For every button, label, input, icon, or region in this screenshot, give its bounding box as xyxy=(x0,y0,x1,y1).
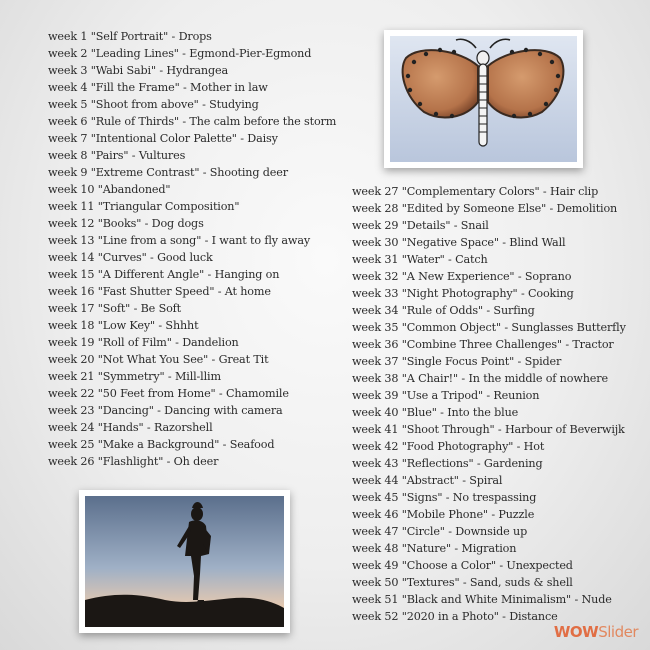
week-entry: week 36 "Combine Three Challenges" - Tractor xyxy=(352,338,614,351)
wowslider-logo xyxy=(554,623,638,641)
week-entry: week 21 "Symmetry" - Mill-llim xyxy=(48,370,221,383)
week-entry: week 6 "Rule of Thirds" - The calm before the storm xyxy=(48,115,337,128)
week-entry: week 8 "Pairs" - Vultures xyxy=(48,149,186,162)
week-entry: week 24 "Hands" - Razorshell xyxy=(48,421,213,434)
silhouette-image xyxy=(85,496,284,627)
week-entry: week 13 "Line from a song" - I want to fly away xyxy=(48,234,311,247)
week-entry: week 28 "Edited by Someone Else" - Demolition xyxy=(352,202,618,215)
week-entry: week 15 "A Different Angle" - Hanging on xyxy=(48,268,280,281)
week-entry: week 37 "Single Focus Point" - Spider xyxy=(352,355,562,368)
week-entry: week 39 "Use a Tripod" - Reunion xyxy=(352,389,540,402)
week-entry: week 33 "Night Photography" - Cooking xyxy=(352,287,574,300)
week-entry: week 38 "A Chair!" - In the middle of nowhere xyxy=(352,372,608,385)
week-entry: week 4 "Fill the Frame" - Mother in law xyxy=(48,81,268,94)
silhouette-distance-photo xyxy=(79,490,290,633)
week-entry: week 17 "Soft" - Be Soft xyxy=(48,302,181,315)
week-entry: week 30 "Negative Space" - Blind Wall xyxy=(352,236,566,249)
week-entry: week 29 "Details" - Snail xyxy=(352,219,489,232)
week-entry: week 7 "Intentional Color Palette" - Daisy xyxy=(48,132,278,145)
week-entry: week 11 "Triangular Composition" xyxy=(48,200,240,213)
week-entry: week 44 "Abstract" - Spiral xyxy=(352,474,503,487)
week-entry: week 14 "Curves" - Good luck xyxy=(48,251,213,264)
week-entry: week 48 "Nature" - Migration xyxy=(352,542,517,555)
week-entry: week 23 "Dancing" - Dancing with camera xyxy=(48,404,283,417)
week-entry: week 19 "Roll of Film" - Dandelion xyxy=(48,336,239,349)
week-entry: week 9 "Extreme Contrast" - Shooting deer xyxy=(48,166,288,179)
week-entry: week 51 "Black and White Minimalism" - Nude xyxy=(352,593,612,606)
week-entry: week 26 "Flashlight" - Oh deer xyxy=(48,455,219,468)
week-entry: week 2 "Leading Lines" - Egmond-Pier-Egmond xyxy=(48,47,312,60)
week-entry: week 45 "Signs" - No trespassing xyxy=(352,491,537,504)
week-entry: week 10 "Abandoned" xyxy=(48,183,171,196)
week-entry: week 46 "Mobile Phone" - Puzzle xyxy=(352,508,535,521)
week-entry: week 52 "2020 in a Photo" - Distance xyxy=(352,610,558,623)
week-entry: week 18 "Low Key" - Shhht xyxy=(48,319,199,332)
week-entry: week 22 "50 Feet from Home" - Chamomile xyxy=(48,387,289,400)
sunglasses-butterfly-image xyxy=(390,36,577,162)
week-entry: week 35 "Common Object" - Sunglasses Butterfly xyxy=(352,321,626,334)
week-entry: week 32 "A New Experience" - Soprano xyxy=(352,270,572,283)
week-entry: week 25 "Make a Background" - Seafood xyxy=(48,438,275,451)
week-entry: week 3 "Wabi Sabi" - Hydrangea xyxy=(48,64,228,77)
week-entry: week 41 "Shoot Through" - Harbour of Beverwijk xyxy=(352,423,625,436)
week-entry: week 47 "Circle" - Downside up xyxy=(352,525,528,538)
sunglasses-butterfly-photo xyxy=(384,30,583,168)
week-entry: week 49 "Choose a Color" - Unexpected xyxy=(352,559,573,572)
week-entry: week 12 "Books" - Dog dogs xyxy=(48,217,204,230)
week-entry: week 40 "Blue" - Into the blue xyxy=(352,406,519,419)
weeks-list-right xyxy=(352,183,626,625)
week-entry: week 20 "Not What You See" - Great Tit xyxy=(48,353,269,366)
week-entry: week 34 "Rule of Odds" - Surfing xyxy=(352,304,535,317)
logo-slider-text: Slider xyxy=(598,623,638,641)
week-entry: week 31 "Water" - Catch xyxy=(352,253,488,266)
week-entry: week 5 "Shoot from above" - Studying xyxy=(48,98,259,111)
week-entry: week 16 "Fast Shutter Speed" - At home xyxy=(48,285,271,298)
week-entry: week 42 "Food Photography" - Hot xyxy=(352,440,545,453)
week-entry: week 43 "Reflections" - Gardening xyxy=(352,457,543,470)
week-entry: week 1 "Self Portrait" - Drops xyxy=(48,30,212,43)
logo-wow-text: WOW xyxy=(553,623,599,641)
weeks-list-left xyxy=(48,28,336,470)
week-entry: week 27 "Complementary Colors" - Hair clip xyxy=(352,185,599,198)
week-entry: week 50 "Textures" - Sand, suds & shell xyxy=(352,576,573,589)
